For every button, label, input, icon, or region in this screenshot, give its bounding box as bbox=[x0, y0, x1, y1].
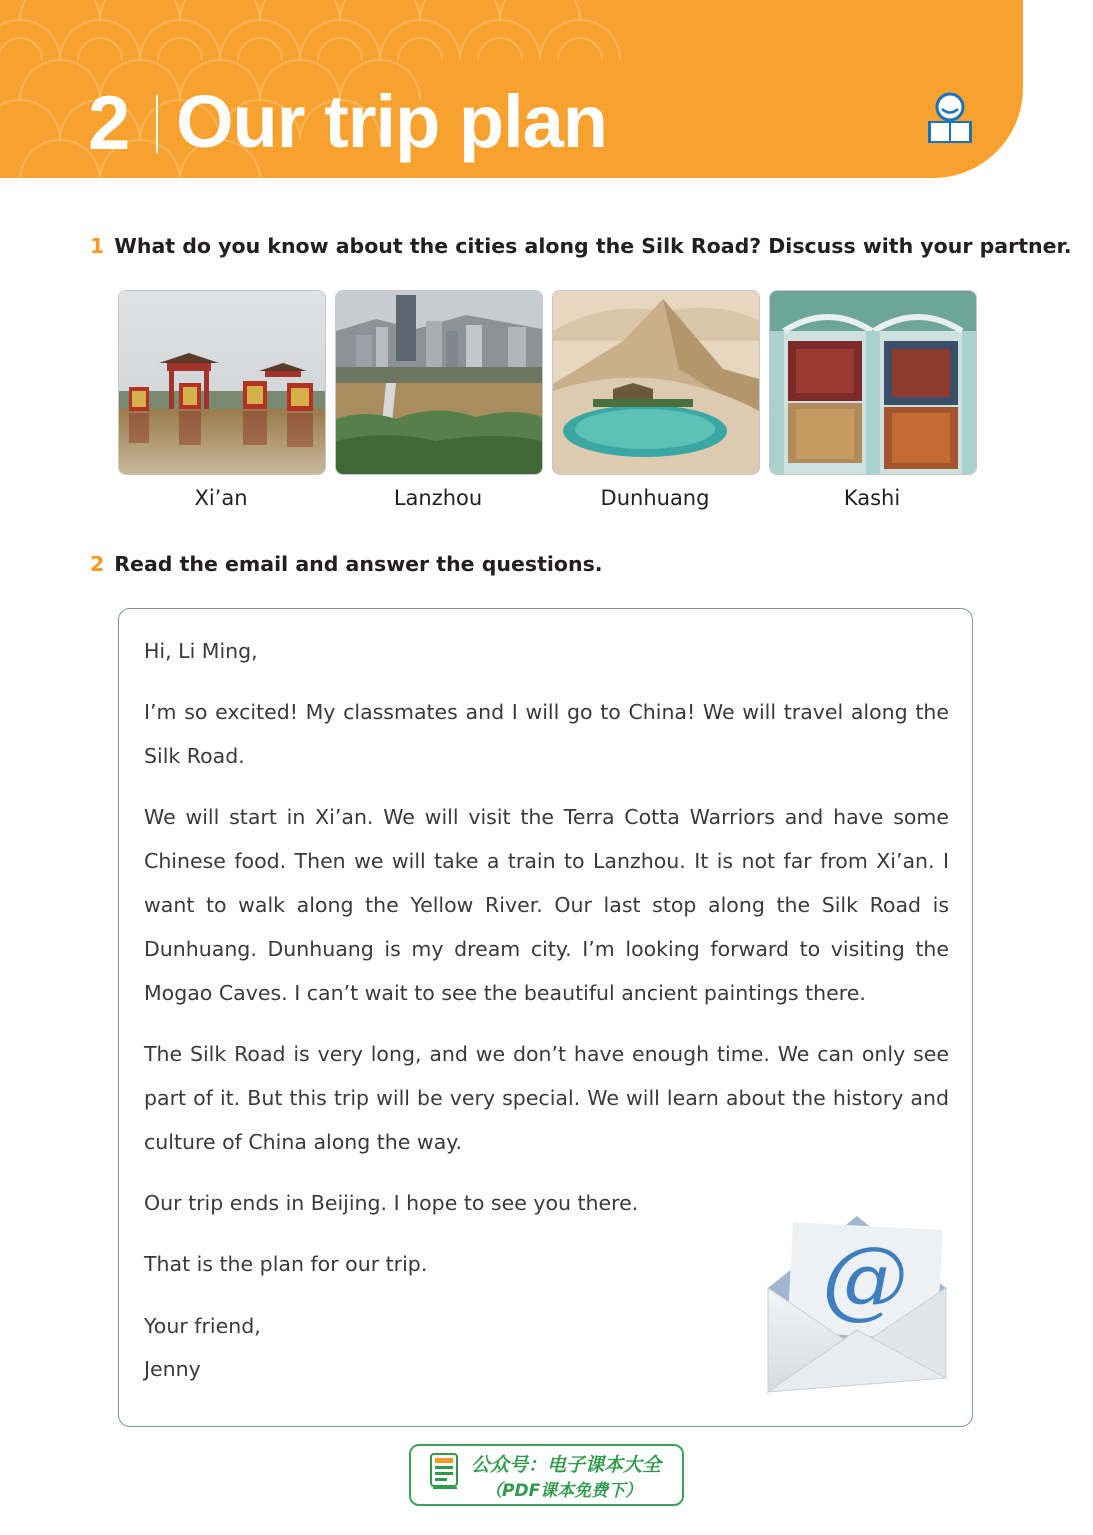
email-paragraph-2: We will start in Xi’an. We will visit the Terra Cotta Warriors and have some Chinese food. Then we will take a train to Lanzhou. It is not far from Xi’an. I want to walk along the Yellow River. Our last stop along the Silk Road is Dunhuang. Dunhuang is my dream city. I’m looking forward to visiting the Mogao Caves. I can’t wait to see the beautiful ancient paintings there. bbox=[144, 805, 949, 1005]
activity-number: 2 bbox=[90, 552, 105, 576]
email-greeting: Hi, Li Ming, bbox=[144, 639, 258, 663]
photo-kashi bbox=[769, 290, 977, 475]
unit-number: 2 bbox=[88, 81, 131, 166]
badge-line-2: （PDF课本免费下） bbox=[485, 1481, 643, 1501]
email-paragraph-1: I’m so excited! My classmates and I will go to China! We will travel along the Silk Road. bbox=[144, 700, 949, 768]
book-icon bbox=[427, 1452, 463, 1498]
title-divider bbox=[156, 95, 158, 153]
email-signature: Jenny bbox=[144, 1357, 201, 1381]
caption-lanzhou: Lanzhou bbox=[393, 486, 483, 510]
envelope-at-icon bbox=[760, 1208, 954, 1394]
activity-1-instruction bbox=[90, 234, 1072, 258]
activity-2-instruction bbox=[90, 552, 603, 576]
instruction-text: Read the email and answer the questions. bbox=[114, 552, 603, 576]
unit-title: Our trip plan bbox=[176, 80, 607, 163]
photo-dunhuang bbox=[552, 290, 760, 475]
email-paragraph-4: Our trip ends in Beijing. I hope to see you there. bbox=[144, 1191, 639, 1215]
caption-dunhuang: Dunhuang bbox=[600, 486, 710, 510]
badge-line-1: 公众号：电子课本大全 bbox=[471, 1454, 662, 1476]
caption-kashi: Kashi bbox=[843, 486, 901, 510]
instruction-text: What do you know about the cities along the Silk Road? Discuss with your partner. bbox=[114, 234, 1072, 258]
svg-text:@: @ bbox=[822, 1229, 908, 1329]
email-paragraph-3: The Silk Road is very long, and we don’t have enough time. We can only see part of it. But this trip will be very special. We will learn about the history and culture of China along the way. bbox=[144, 1042, 949, 1154]
email-closing: Your friend, bbox=[144, 1314, 261, 1338]
photo-lanzhou bbox=[335, 290, 543, 475]
unit-header bbox=[0, 0, 1023, 178]
caption-xian: Xi’an bbox=[194, 486, 248, 510]
wechat-badge bbox=[409, 1444, 684, 1506]
photo-xian bbox=[118, 290, 326, 475]
reader-icon bbox=[922, 91, 978, 147]
activity-number: 1 bbox=[90, 234, 105, 258]
email-paragraph-5: That is the plan for our trip. bbox=[144, 1252, 428, 1276]
